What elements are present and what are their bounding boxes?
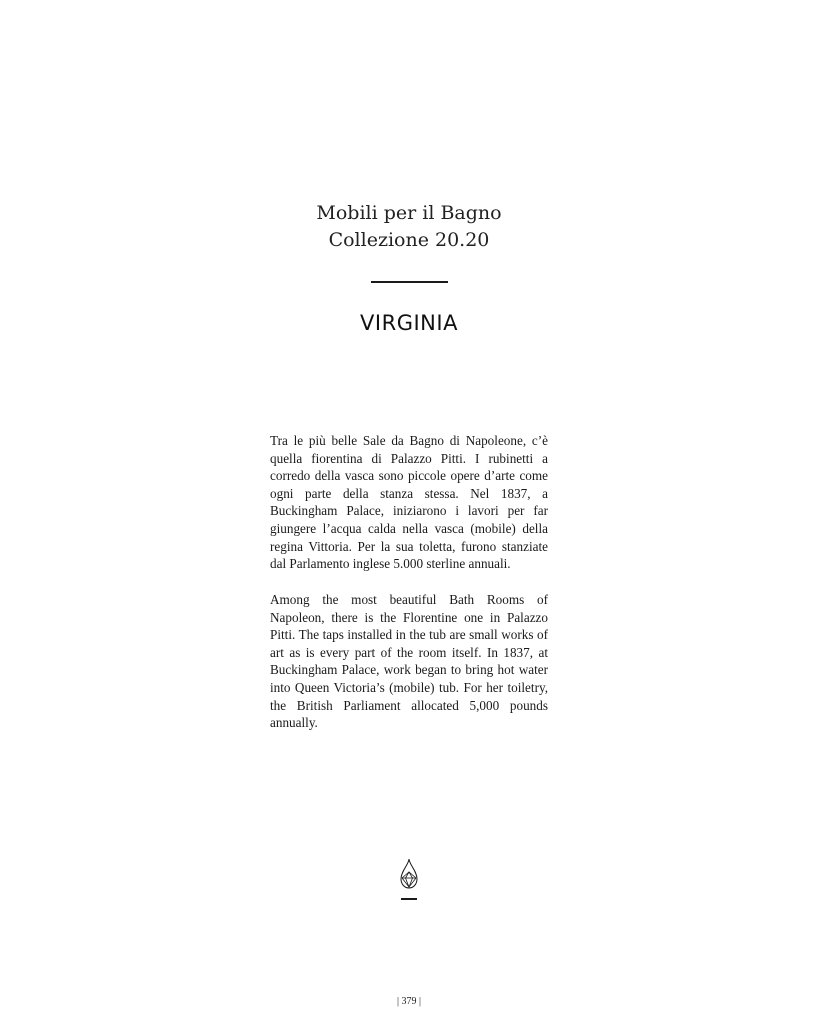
product-name: VIRGINIA xyxy=(360,311,458,335)
drop-logo-icon xyxy=(397,858,421,890)
page-title xyxy=(0,200,818,254)
italian-paragraph: Tra le più belle Sale da Bagno di Napoleone, c’è quella fiorentina di Palazzo Pitti. I rubinetti a corredo della vasca sono piccole opere d’arte come ogni parte della stanza stessa. Nel 1837, a Buckingham Palace, iniziarono i lavori per far giungere l’acqua calda nella vasca (mobile) della regina Vittoria. Per la sua toletta, furono stanziate dal Parlamento inglese 5.000 sterline annuali. xyxy=(270,433,548,572)
logo-underline xyxy=(401,898,417,900)
title-line-2: Collezione 20.20 xyxy=(328,229,490,251)
page-number: | 379 | xyxy=(396,996,421,1007)
title-divider xyxy=(371,281,448,283)
english-paragraph: Among the most beautiful Bath Rooms of Napoleon, there is the Florentine one in Palazzo Pitti. The taps installed in the tub are small works of art as is every part of the room itself. In 1837, at Buckingham Palace, work began to bring hot water into Queen Victoria’s (mobile) tub. For her toiletry, the British Parliament allocated 5,000 pounds annually. xyxy=(270,592,548,731)
title-line-1: Mobili per il Bagno xyxy=(316,202,502,224)
